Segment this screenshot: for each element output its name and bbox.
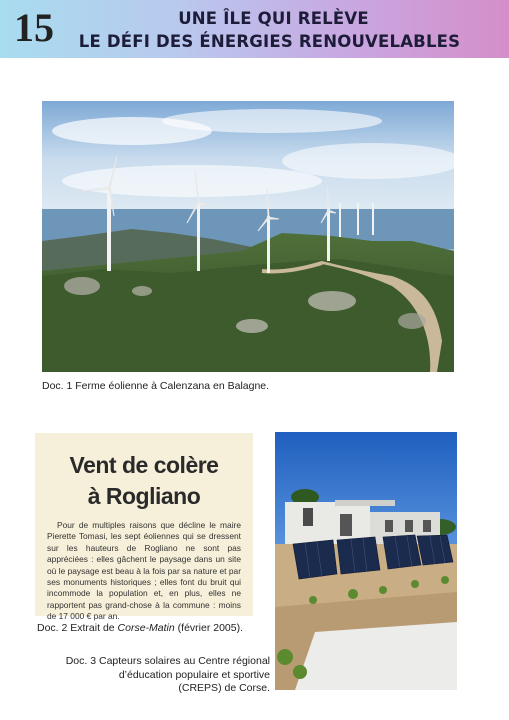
clipping-headline-line1: Vent de colère xyxy=(69,452,219,478)
chapter-title-line1: UNE ÎLE QUI RELÈVE xyxy=(178,9,369,28)
doc2-caption-suffix: (février 2005). xyxy=(174,622,244,634)
chapter-number: 15 xyxy=(14,5,54,50)
solar-panels-photo xyxy=(275,432,457,690)
doc3-caption-line2: d’éducation populaire et sportive xyxy=(118,668,270,681)
doc2-caption xyxy=(37,622,243,634)
chapter-title-line2: LE DÉFI DES ÉNERGIES RENOUVELABLES xyxy=(78,32,461,51)
doc3-caption-line1: Doc. 3 Capteurs solaires au Centre régional xyxy=(65,655,270,667)
chapter-header xyxy=(0,0,509,58)
clipping-headline-line2: à Rogliano xyxy=(87,483,201,509)
doc3-caption xyxy=(60,655,270,696)
wind-farm-photo xyxy=(42,101,454,372)
doc1-caption: Doc. 1 Ferme éolienne à Calenzana en Balagne. xyxy=(42,380,270,392)
clipping-body: Pour de multiples raisons que décline le maire Pierette Tomasi, les sept éoliennes qui se dressent sur les hauteurs de Rogliano ne sont pas appréciées : elles gâchent le paysage dans un site où le paysage est beau à la fois par sa nature et par ses monuments historiques ; elles font du bruit qui incommode la population et, en plus, elles ne rapportent pas grand-chose à la commune : moins de 17 000 € par an. xyxy=(47,520,241,622)
newspaper-clipping xyxy=(35,433,253,622)
doc2-caption-prefix: Doc. 2 Extrait de xyxy=(37,622,118,634)
doc3-caption-line3: (CREPS) de Corse. xyxy=(178,682,270,694)
doc2-caption-source: Corse-Matin xyxy=(117,622,175,634)
